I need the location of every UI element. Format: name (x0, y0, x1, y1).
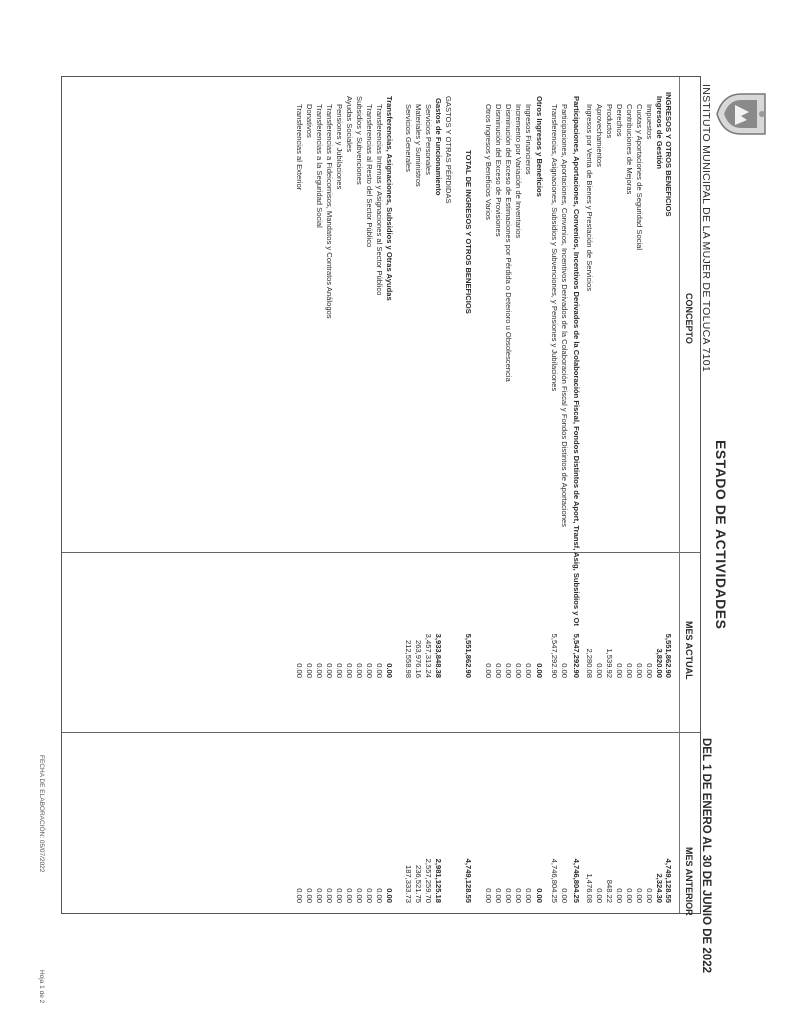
row-value-mes-anterior: 4,746,804.25 (572, 858, 581, 903)
row-label: Gastos de Funcionamiento (434, 98, 443, 196)
table-row (513, 0, 523, 1024)
row-value-mes-actual: 0.00 (385, 663, 394, 678)
row-label: Servicios Personales (424, 104, 433, 175)
row-value-mes-actual: 5,551,862.90 (664, 633, 673, 678)
row-value-mes-actual: 0.00 (560, 663, 569, 678)
row-label: Materiales y Suministros (414, 104, 423, 187)
row-value-mes-anterior: 0.00 (535, 888, 544, 903)
row-label: Transferencias Internas y Asignaciones al Sector Público (375, 104, 384, 296)
row-label: Servicios Generales (404, 104, 413, 172)
row-value-mes-actual: 0.00 (365, 663, 374, 678)
row-value-mes-anterior: 848.22 (605, 879, 614, 903)
row-label: Disminución del Exceso de Estimaciones por Pérdida o Deterioro u Obsolescencia (504, 104, 513, 382)
row-label: Pensiones y Jubilaciones (335, 104, 344, 190)
table-row (549, 0, 559, 1024)
row-value-mes-actual: 0.00 (524, 663, 533, 678)
row-value-mes-anterior: 0.00 (635, 888, 644, 903)
column-header-mes-anterior: MES ANTERIOR (684, 847, 694, 916)
row-label: Transferencias, Asignaciones, Subsidios y Otras Ayudas (385, 96, 394, 301)
row-value-mes-anterior: 4,746,804.25 (550, 858, 559, 903)
table-row (294, 0, 304, 1024)
table-row (483, 0, 493, 1024)
row-value-mes-anterior: 0.00 (295, 888, 304, 903)
row-value-mes-anterior: 2,981,125.18 (434, 858, 443, 903)
row-label: Participaciones, Aportaciones, Convenios, Incentivos Derivados de la Colaboración Fiscal y Fondos Distintos de Aportaciones (560, 104, 569, 527)
row-value-mes-anterior: 0.00 (645, 888, 654, 903)
row-value-mes-anterior: 0.00 (494, 888, 503, 903)
table-row (654, 0, 664, 1024)
table-row (614, 0, 624, 1024)
row-value-mes-actual: 0.00 (535, 663, 544, 678)
row-value-mes-actual: 3,820.00 (655, 648, 664, 678)
row-label: GASTOS Y OTRAS PÉRDIDAS (444, 96, 453, 204)
table-row (334, 0, 344, 1024)
table-row (344, 0, 354, 1024)
table-row (594, 0, 604, 1024)
row-label: Ayudas Sociales (345, 96, 354, 153)
row-value-mes-actual: 0.00 (305, 663, 314, 678)
row-value-mes-actual: 2,280.08 (585, 648, 594, 678)
row-label: Disminución del Exceso de Provisiones (494, 104, 503, 237)
table-row (571, 0, 581, 1024)
page-number: Hoja 1 de 2 (38, 970, 45, 1004)
table-row (534, 0, 544, 1024)
row-label: Participaciones, Aportaciones, Convenios, Incentivos Derivados de la Colaboración Fiscal, Fondos Distintos de Aport, Transf, Asig, Subsidios y Ot (572, 96, 581, 626)
row-value-mes-actual: 0.00 (484, 663, 493, 678)
table-row (413, 0, 423, 1024)
row-value-mes-anterior: 0.00 (375, 888, 384, 903)
elaboration-date: FECHA DE ELABORACIÓN: 05/07/2022 (38, 755, 45, 873)
row-value-mes-actual: 3,933,848.38 (434, 633, 443, 678)
row-value-mes-actual: 0.00 (335, 663, 344, 678)
row-label: Transferencias a la Seguridad Social (315, 104, 324, 228)
table-row (493, 0, 503, 1024)
row-value-mes-actual: 5,551,862.90 (464, 633, 473, 678)
report-period: DEL 1 DE ENERO AL 30 DE JUNIO DE 2022 (700, 738, 712, 973)
row-label: Transferencias al Exterior (295, 104, 304, 191)
row-value-mes-actual: 0.00 (625, 663, 634, 678)
header-divider (679, 77, 680, 913)
row-label: TOTAL DE INGRESOS Y OTROS BENEFICIOS (464, 150, 473, 314)
row-value-mes-anterior: 2,324.30 (655, 873, 664, 903)
table-row (304, 0, 314, 1024)
row-label: Ingresos por Venta de Bienes y Prestación de Servicios (585, 104, 594, 291)
column-header-mes-actual: MES ACTUAL (684, 621, 694, 680)
table-row (443, 0, 453, 1024)
row-value-mes-anterior: 236,521.75 (414, 864, 423, 903)
row-value-mes-anterior: 0.00 (325, 888, 334, 903)
row-value-mes-anterior: 0.00 (560, 888, 569, 903)
row-label: Transferencias, Asignaciones, Subsidios y Subvenciones, y Pensiones y Jubilaciones (550, 104, 559, 392)
row-value-mes-actual: 212,558.98 (404, 639, 413, 678)
row-label: Transferencias al Resto del Sector Público (365, 104, 374, 248)
table-row (433, 0, 443, 1024)
row-value-mes-anterior: 2,557,259.70 (424, 858, 433, 903)
row-value-mes-actual: 0.00 (375, 663, 384, 678)
row-value-mes-anterior: 0.00 (345, 888, 354, 903)
table-row (644, 0, 654, 1024)
row-value-mes-actual: 0.00 (315, 663, 324, 678)
row-value-mes-actual: 0.00 (645, 663, 654, 678)
institution-name: INSTITUTO MUNICIPAL DE LA MUJER DE TOLUCA 7101 (700, 84, 712, 373)
row-value-mes-anterior: 1,476.08 (585, 873, 594, 903)
row-label: Contribuciones de Mejoras (625, 104, 634, 195)
page-title: ESTADO DE ACTIVIDADES (713, 440, 729, 630)
row-value-mes-actual: 5,547,292.90 (550, 633, 559, 678)
row-value-mes-anterior: 0.00 (484, 888, 493, 903)
row-value-mes-anterior: 0.00 (504, 888, 513, 903)
row-value-mes-anterior: 0.00 (355, 888, 364, 903)
row-label: INGRESOS Y OTROS BENEFICIOS (664, 92, 673, 217)
table-row (604, 0, 614, 1024)
table-row (584, 0, 594, 1024)
row-label: Transferencias a Fideicomisos, Mandatos y Contratos Análogos (325, 104, 334, 319)
row-label: Derechos (615, 104, 624, 137)
row-value-mes-anterior: 0.00 (625, 888, 634, 903)
row-value-mes-actual: 3,457,313.24 (424, 633, 433, 678)
row-value-mes-anterior: 0.00 (365, 888, 374, 903)
row-label: Ingresos de Gestión (655, 96, 664, 170)
table-row (559, 0, 569, 1024)
row-value-mes-actual: 0.00 (504, 663, 513, 678)
row-value-mes-anterior: 187,333.73 (404, 864, 413, 903)
table-row (523, 0, 533, 1024)
row-label: Aprovechamientos (595, 104, 604, 167)
row-label: Donativos (305, 104, 314, 138)
table-row (423, 0, 433, 1024)
row-value-mes-actual: 0.00 (615, 663, 624, 678)
row-value-mes-actual: 0.00 (635, 663, 644, 678)
row-label: Otros Ingresos y Beneficios (535, 96, 544, 197)
table-row (663, 0, 673, 1024)
row-value-mes-actual: 0.00 (295, 663, 304, 678)
table-row (384, 0, 394, 1024)
table-row (364, 0, 374, 1024)
column-header-concepto: CONCEPTO (684, 293, 694, 344)
row-value-mes-anterior: 0.00 (514, 888, 523, 903)
row-value-mes-actual: 0.00 (345, 663, 354, 678)
row-value-mes-anterior: 0.00 (385, 888, 394, 903)
table-row (463, 0, 473, 1024)
row-label: Ingresos Financieros (524, 104, 533, 175)
row-label: Cuotas y Aportaciones de Seguridad Social (635, 104, 644, 251)
row-value-mes-anterior: 0.00 (595, 888, 604, 903)
table-row (314, 0, 324, 1024)
row-label: Incremento por Variación de Inventarios (514, 104, 523, 239)
coat-of-arms-icon (715, 88, 771, 140)
table-row (503, 0, 513, 1024)
row-value-mes-anterior: 0.00 (335, 888, 344, 903)
row-label: Otros Ingresos y Beneficios Varios (484, 104, 493, 220)
row-value-mes-actual: 1,539.92 (605, 648, 614, 678)
row-value-mes-anterior: 0.00 (524, 888, 533, 903)
row-value-mes-actual: 5,547,292.90 (572, 633, 581, 678)
table-row (354, 0, 364, 1024)
table-row (324, 0, 334, 1024)
row-value-mes-actual: 0.00 (325, 663, 334, 678)
table-row (634, 0, 644, 1024)
table-row (403, 0, 413, 1024)
row-value-mes-anterior: 0.00 (615, 888, 624, 903)
row-value-mes-actual: 0.00 (355, 663, 364, 678)
table-row (374, 0, 384, 1024)
row-value-mes-anterior: 0.00 (305, 888, 314, 903)
row-value-mes-actual: 263,976.16 (414, 639, 423, 678)
row-label: Productos (605, 104, 614, 139)
row-value-mes-anterior: 4,749,128.55 (664, 858, 673, 903)
row-value-mes-actual: 0.00 (514, 663, 523, 678)
row-label: Impuestos (645, 104, 654, 140)
row-value-mes-actual: 0.00 (595, 663, 604, 678)
table-row (624, 0, 634, 1024)
row-label: Subsidios y Subvenciones (355, 96, 364, 185)
row-value-mes-anterior: 4,749,128.55 (464, 858, 473, 903)
row-value-mes-anterior: 0.00 (315, 888, 324, 903)
row-value-mes-actual: 0.00 (494, 663, 503, 678)
